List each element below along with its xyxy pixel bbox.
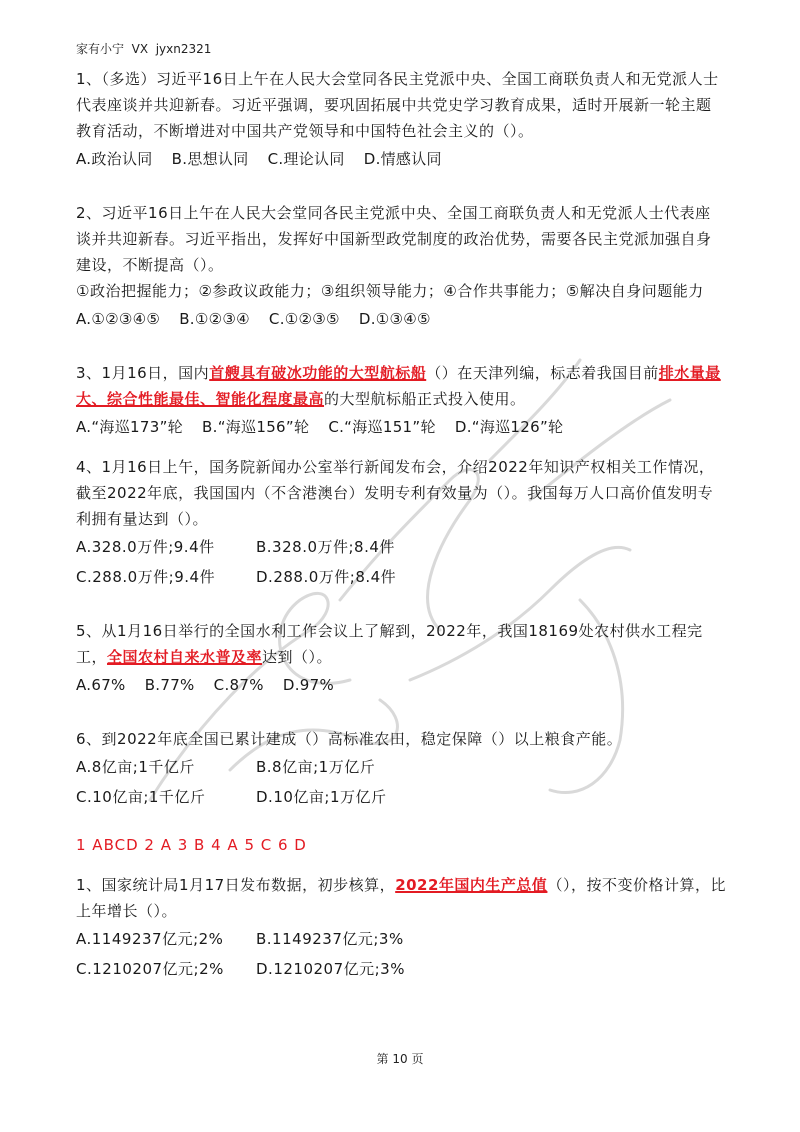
option-b: B.“海巡156”轮 <box>202 418 310 436</box>
question-2-text: 2、习近平16日上午在人民大会堂同各民主党派中央、全国工商联负责人和无党派人士代表座谈并共迎新春。习近平指出，发挥好中国新型政党制度的政治优势，需要各民主党派加强自身建设，不断提高（）。 <box>76 204 712 274</box>
question-4-options <box>76 534 726 590</box>
question-3-text: 3、1月16日，国内首艘具有破冰功能的大型航标船（）在天津列编，标志着我国目前排水量最大、综合性能最佳、智能化程度最高的大型航标船正式投入使用。 <box>76 364 721 408</box>
option-c: C.87% <box>213 676 264 694</box>
option-b: B.77% <box>144 676 195 694</box>
option-d: D.1210207亿元;3% <box>256 960 405 978</box>
question-4-text: 4、1月16日上午，国务院新闻办公室举行新闻发布会，介绍2022年知识产权相关工作情况，截至2022年底，我国国内（不含港澳台）发明专利有效量为（）。我国每万人口高价值发明专利拥有量达到（）。 <box>76 458 715 528</box>
option-c: C.理论认同 <box>267 150 345 168</box>
questions-content <box>76 66 726 982</box>
question-5-options <box>76 672 726 698</box>
option-c: C.1210207亿元;2% <box>76 960 224 978</box>
option-a: A.①②③④⑤ <box>76 310 161 328</box>
option-b: B.思想认同 <box>171 150 249 168</box>
option-a: A.67% <box>76 676 126 694</box>
question-1-options <box>76 146 726 172</box>
option-c: C.“海巡151”轮 <box>328 418 436 436</box>
option-b: B.8亿亩;1万亿斤 <box>256 758 376 776</box>
option-b: B.1149237亿元;3% <box>256 930 404 948</box>
question-6-text: 6、到2022年底全国已累计建成（）高标准农田，稳定保障（）以上粮食产能。 <box>76 730 623 748</box>
option-d: D.288.0万件;8.4件 <box>256 568 397 586</box>
question-2-options <box>76 306 726 332</box>
option-b: B.328.0万件;8.4件 <box>256 538 395 556</box>
option-b: B.①②③④ <box>179 310 250 328</box>
highlight-text: 2022年国内生产总值 <box>395 876 548 894</box>
option-d: D.情感认同 <box>363 150 442 168</box>
question-7-text: 1、国家统计局1月17日发布数据，初步核算，2022年国内生产总值（），按不变价格计算，比上年增长（）。 <box>76 876 726 920</box>
option-a: A.8亿亩;1千亿斤 <box>76 758 195 776</box>
answer-key: 1 ABCD 2 A 3 B 4 A 5 C 6 D <box>76 836 307 854</box>
question-2-items: ①政治把握能力；②参政议政能力；③组织领导能力；④合作共事能力；⑤解决自身问题能力 <box>76 282 704 300</box>
highlight-text: 首艘具有破冰功能的大型航标船 <box>209 364 427 382</box>
option-d: D.①③④⑤ <box>358 310 431 328</box>
option-a: A.“海巡173”轮 <box>76 418 183 436</box>
option-a: A.328.0万件;9.4件 <box>76 538 215 556</box>
question-6-options <box>76 754 726 810</box>
question-5-text: 5、从1月16日举行的全国水利工作会议上了解到，2022年，我国18169处农村供水工程完工，全国农村自来水普及率达到（）。 <box>76 622 703 666</box>
page-header: 家有小宁 VX jyxn2321 <box>76 42 212 56</box>
option-d: D.10亿亩;1万亿斤 <box>256 788 387 806</box>
option-d: D.97% <box>282 676 335 694</box>
option-c: C.288.0万件;9.4件 <box>76 568 216 586</box>
page-footer: 第 10 页 <box>376 1052 424 1066</box>
highlight-text: 排水量最大、综合性能最佳、智能化程度最高 <box>76 364 721 408</box>
question-3-options <box>76 414 726 440</box>
option-c: C.10亿亩;1千亿斤 <box>76 788 206 806</box>
option-d: D.“海巡126”轮 <box>454 418 564 436</box>
option-a: A.政治认同 <box>76 150 153 168</box>
option-a: A.1149237亿元;2% <box>76 930 224 948</box>
question-1-text: 1、（多选）习近平16日上午在人民大会堂同各民主党派中央、全国工商联负责人和无党派人士代表座谈并共迎新春。习近平强调，要巩固拓展中共党史学习教育成果，适时开展新一轮主题教育活动，不断增进对中国共产党领导和中国特色社会主义的（）。 <box>76 70 719 140</box>
question-7-options <box>76 926 726 982</box>
option-c: C.①②③⑤ <box>268 310 340 328</box>
highlight-text: 全国农村自来水普及率 <box>107 648 263 666</box>
